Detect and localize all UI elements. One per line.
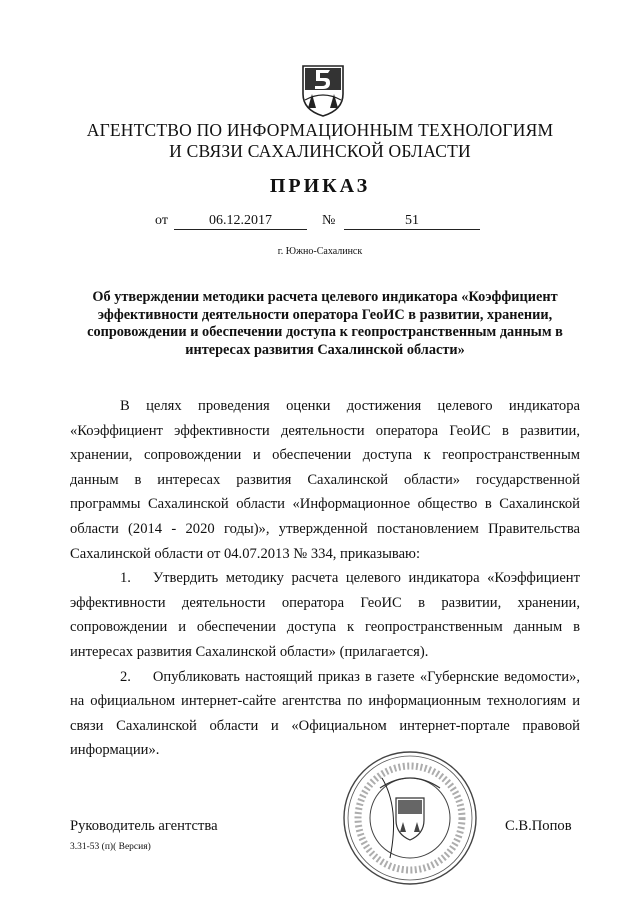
coat-of-arms-icon [300,60,346,118]
agency-name-line1: АГЕНТСТВО ПО ИНФОРМАЦИОННЫМ ТЕХНОЛОГИЯМ [86,120,554,140]
body-item-1: 1. Утвердить методику расчета целевого индикатора «Коэффициент эффективности деятельности оператора ГеоИС в развитии, хранении, сопровождении и обеспечении доступа к геопространственным данным в интересах развития Сахалинской области» (прилагается). [70,570,580,660]
document-title: Об утверждении методики расчета целевого индикатора «Коэффициент эффективности деятельности оператора ГеоИС в развитии, хранении, сопровождении и обеспечении доступа к геопространственным данным в интересах развития Сахалинской области» [87,289,563,358]
order-date: 06.12.2017 [174,213,307,230]
number-prefix: № [322,213,336,228]
agency-name-line2: И СВЯЗИ САХАЛИНСКОЙ ОБЛАСТИ [169,141,471,161]
order-number: 51 [344,213,480,230]
official-seal-stamp [340,748,480,888]
signatory-name: С.В.Попов [505,818,572,834]
document-body [70,394,580,763]
body-item-2: 2. Опубликовать настоящий приказ в газете «Губернские ведомости», на официальном интернет-сайте агентства по информационным технологиям и связи Сахалинской области и «Официальном интернет-портале правовой информации». [70,668,580,759]
document-type-heading: ПРИКАЗ [269,175,371,197]
date-prefix: от [155,213,168,228]
signatory-position: Руководитель агентства [70,818,218,834]
city-label: г. Южно-Сахалинск [277,246,363,257]
body-intro-paragraph: В целях проведения оценки достижения целевого индикатора «Коэффициент эффективности деятельности оператора ГеоИС в развитии, хранении, сопровождении и обеспечении доступа к геопространственным данным в интересах развития Сахалинской области» государственной программы Сахалинской области «Информационное общество в Сахалинской области (2014 - 2020 годы)», утвержденной постановлением Правительства Сахалинской области от 04.07.2013 № 334, приказываю: [70,398,580,562]
document-version-code: 3.31-53 (п)( Версия) [70,842,151,852]
